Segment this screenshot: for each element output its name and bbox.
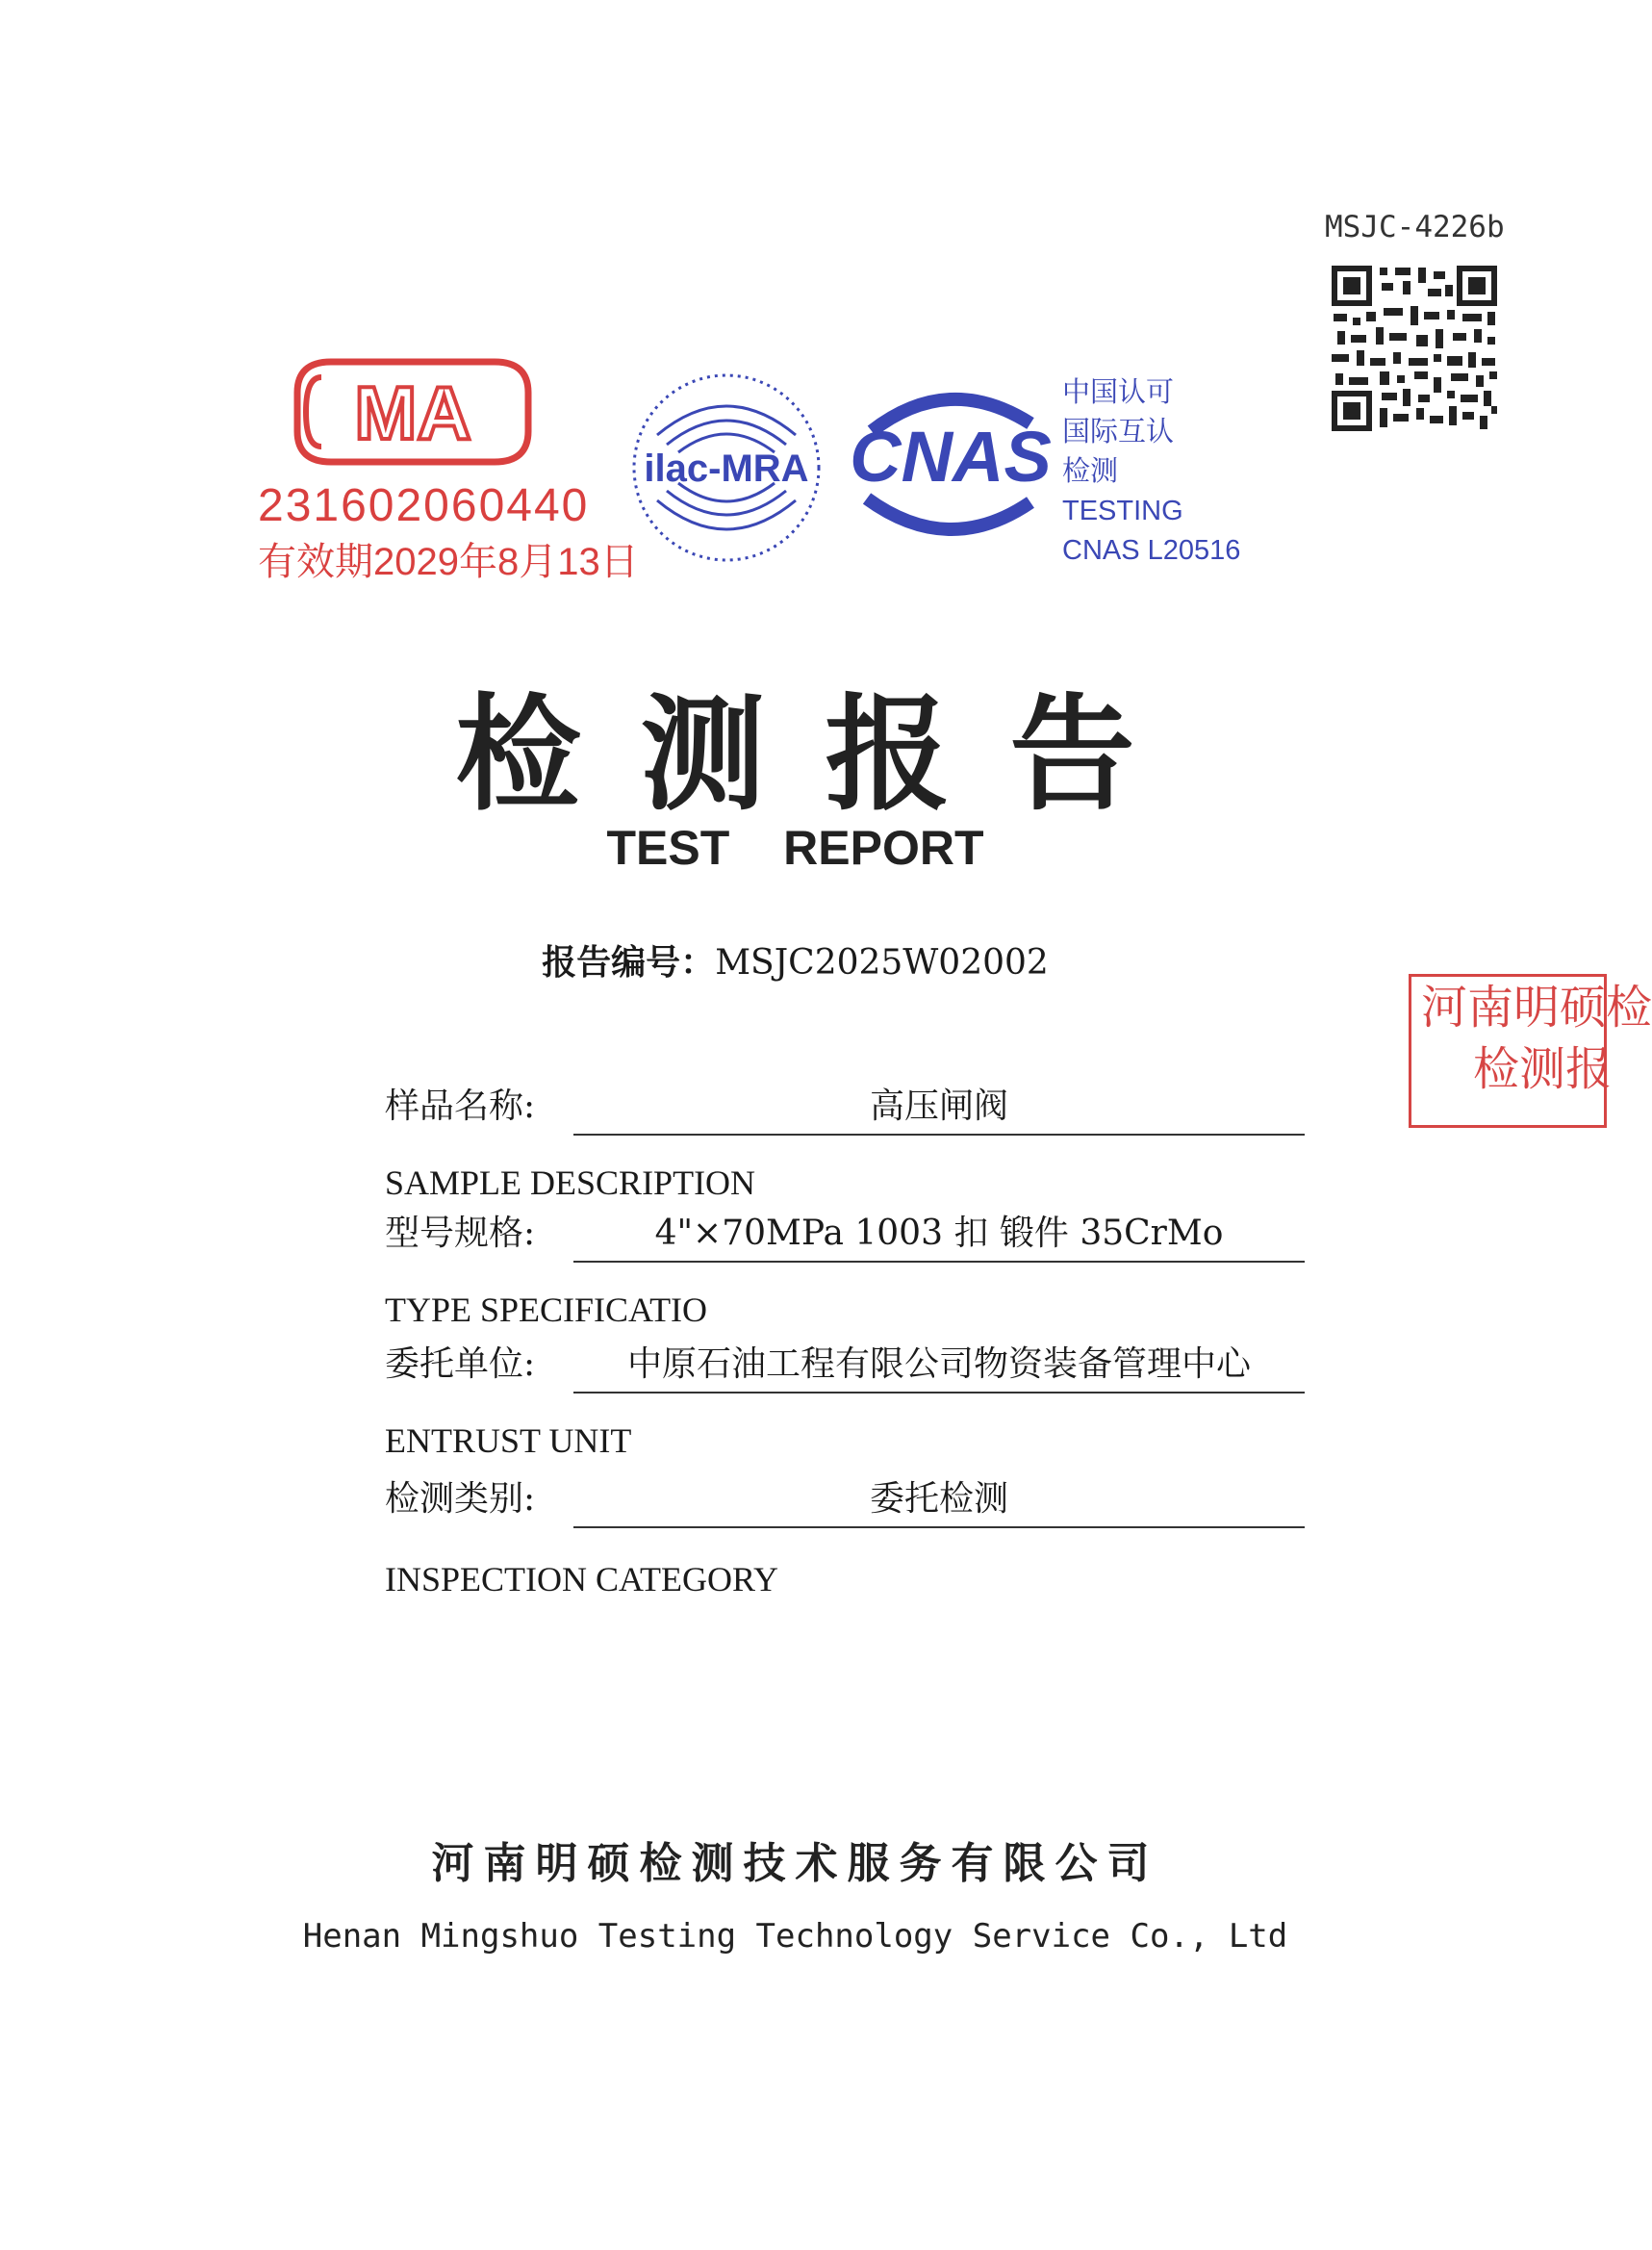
field-value: 委托检测 — [869, 1479, 1008, 1519]
svg-text:ilac-MRA: ilac-MRA — [644, 447, 809, 490]
ilac-mra-logo-icon — [630, 368, 823, 568]
field-label-cn: 检测类别: — [385, 1479, 536, 1519]
stamp-line: 河南明硕检 — [1421, 981, 1652, 1035]
report-number — [0, 935, 1590, 984]
field-label-cn: 委托单位: — [385, 1344, 536, 1384]
field-underline — [573, 1261, 1305, 1263]
report-number-value: MSJC2025W02002 — [715, 943, 1049, 983]
cnas-accreditation-text — [1062, 373, 1240, 571]
document-code: MSJC-4226b — [1325, 210, 1505, 244]
qr-code-icon — [1328, 262, 1501, 435]
svg-text:CNAS: CNAS — [850, 417, 1052, 497]
cnas-line: CNAS L20516 — [1062, 535, 1241, 566]
field-underline — [573, 1134, 1305, 1136]
field-label-cn: 样品名称: — [385, 1087, 536, 1126]
field-value: 中原石油工程有限公司物资装备管理中心 — [626, 1344, 1251, 1384]
cma-validity: 有效期2029年8月13日 — [258, 541, 639, 583]
cma-number: 231602060440 — [258, 480, 590, 531]
cma-logo-icon — [292, 354, 533, 470]
cnas-line: 国际互认 — [1062, 417, 1175, 447]
cnas-logo-icon — [833, 375, 1064, 553]
company-name-en: Henan Mingshuo Testing Technology Service Co., Ltd — [302, 1917, 1288, 1956]
field-underline — [573, 1392, 1305, 1393]
cnas-line: 检测 — [1062, 456, 1119, 487]
field-label-en: SAMPLE DESCRIPTION — [385, 1163, 756, 1202]
cnas-line: TESTING — [1062, 496, 1183, 526]
svg-text:MA: MA — [354, 371, 471, 455]
field-underline — [573, 1526, 1305, 1528]
cma-seal — [258, 354, 639, 585]
field-value: 4"×70MPa 1003 扣 锻件 35CrMo — [654, 1214, 1224, 1253]
report-title-cn: 检测报告 — [455, 680, 1195, 828]
report-number-label: 报告编号： — [542, 942, 716, 982]
field-label-en: INSPECTION CATEGORY — [385, 1560, 779, 1598]
field-label-cn: 型号规格: — [385, 1214, 536, 1253]
company-seal-stamp — [1409, 974, 1652, 1128]
field-label-en: ENTRUST UNIT — [385, 1421, 632, 1460]
cnas-line: 中国认可 — [1062, 377, 1175, 408]
field-value: 高压闸阀 — [869, 1087, 1008, 1126]
company-name-cn: 河南明硕检测技术服务有限公司 — [431, 1839, 1159, 1888]
field-label-en: TYPE SPECIFICATIO — [385, 1291, 708, 1329]
stamp-line: 检测报 — [1473, 1042, 1613, 1096]
report-title-en: TEST REPORT — [606, 821, 984, 875]
